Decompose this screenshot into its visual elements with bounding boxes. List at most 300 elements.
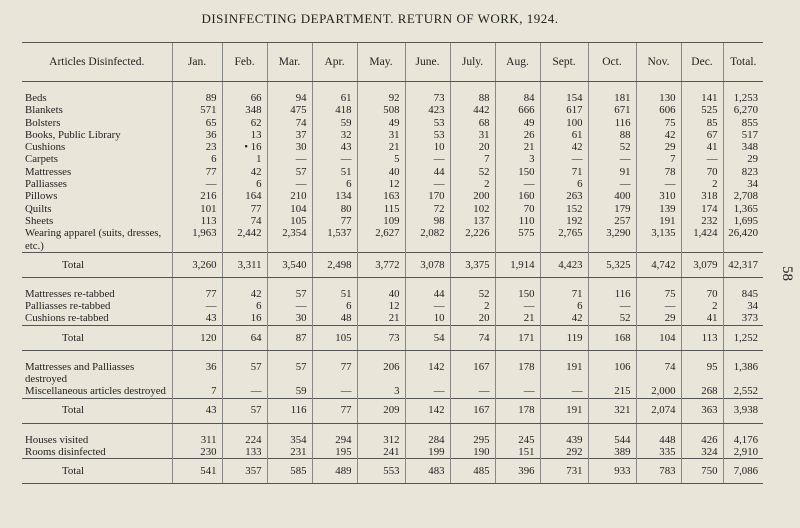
table-cell: 168 bbox=[588, 325, 636, 350]
table-cell: 42 bbox=[540, 141, 588, 153]
table-cell: 105 bbox=[267, 215, 312, 227]
table-cell: 2,552 bbox=[723, 385, 763, 398]
table-cell: 23 bbox=[172, 141, 222, 153]
table-cell: — bbox=[495, 178, 540, 190]
table-cell: 171 bbox=[495, 325, 540, 350]
table-row bbox=[22, 227, 763, 252]
table-cell: 104 bbox=[636, 325, 681, 350]
table-cell: 2,082 bbox=[405, 227, 450, 252]
table-row bbox=[22, 203, 763, 215]
table-cell: 26 bbox=[495, 129, 540, 141]
table-cell: — bbox=[222, 385, 267, 398]
table-cell: 70 bbox=[681, 288, 723, 300]
table-cell: 74 bbox=[636, 361, 681, 386]
spacer-cell bbox=[588, 277, 636, 288]
table-cell: 553 bbox=[357, 459, 405, 484]
table-cell: 2,765 bbox=[540, 227, 588, 252]
table-cell: 541 bbox=[172, 459, 222, 484]
table-cell: 139 bbox=[636, 203, 681, 215]
table-cell: 48 bbox=[312, 312, 357, 325]
table-cell: 2,226 bbox=[450, 227, 495, 252]
total-label: Total bbox=[22, 459, 172, 484]
table-cell: 823 bbox=[723, 166, 763, 178]
table-cell: 21 bbox=[495, 141, 540, 153]
table-cell: 71 bbox=[540, 288, 588, 300]
column-header: May. bbox=[357, 43, 405, 82]
table-cell: 750 bbox=[681, 459, 723, 484]
table-row bbox=[22, 300, 763, 312]
row-label: Quilts bbox=[25, 202, 52, 215]
table-cell: — bbox=[267, 153, 312, 165]
table-cell: 3,938 bbox=[723, 398, 763, 423]
table-cell: 52 bbox=[450, 166, 495, 178]
table-cell: 210 bbox=[267, 190, 312, 202]
table-cell: 7 bbox=[450, 153, 495, 165]
total-row bbox=[22, 459, 763, 484]
table-cell: 294 bbox=[312, 434, 357, 446]
table-cell: 10 bbox=[405, 141, 450, 153]
table-cell: 2 bbox=[681, 300, 723, 312]
table-cell: — bbox=[636, 178, 681, 190]
table-cell: 666 bbox=[495, 104, 540, 116]
table-cell: 3,375 bbox=[450, 252, 495, 277]
table-cell: 77 bbox=[312, 215, 357, 227]
table-cell: — bbox=[405, 300, 450, 312]
table-cell: 20 bbox=[450, 312, 495, 325]
spacer-cell bbox=[267, 82, 312, 93]
spacer-cell bbox=[222, 277, 267, 288]
table-cell: — bbox=[495, 300, 540, 312]
table-cell: 257 bbox=[588, 215, 636, 227]
row-label: Palliasses re-tabbed bbox=[25, 300, 111, 313]
row-label: Mattresses bbox=[25, 165, 72, 178]
table-cell: 2 bbox=[681, 178, 723, 190]
table-cell: 52 bbox=[588, 312, 636, 325]
table-cell: 606 bbox=[636, 104, 681, 116]
table-cell: 12 bbox=[357, 178, 405, 190]
spacer-cell bbox=[636, 277, 681, 288]
table-cell: 30 bbox=[267, 141, 312, 153]
table-cell: 2,708 bbox=[723, 190, 763, 202]
page-number: 58 bbox=[779, 266, 795, 281]
table-row bbox=[22, 434, 763, 446]
table-cell: 318 bbox=[681, 190, 723, 202]
table-cell: 517 bbox=[723, 129, 763, 141]
table-cell: 200 bbox=[450, 190, 495, 202]
table-cell: 508 bbox=[357, 104, 405, 116]
table-cell: 67 bbox=[681, 129, 723, 141]
table-cell: 41 bbox=[681, 141, 723, 153]
table-cell: 206 bbox=[357, 361, 405, 386]
table-row bbox=[22, 92, 763, 104]
table-cell: 268 bbox=[681, 385, 723, 398]
table-cell: 29 bbox=[636, 141, 681, 153]
table-cell: 12 bbox=[357, 300, 405, 312]
table-cell: — bbox=[405, 385, 450, 398]
table-cell: 150 bbox=[495, 166, 540, 178]
table-row bbox=[22, 215, 763, 227]
table-cell: 95 bbox=[681, 361, 723, 386]
column-header: Dec. bbox=[681, 43, 723, 82]
table-cell: 104 bbox=[267, 203, 312, 215]
table-cell: 115 bbox=[357, 203, 405, 215]
table-cell: 418 bbox=[312, 104, 357, 116]
table-cell: 3 bbox=[357, 385, 405, 398]
table-cell: 42 bbox=[636, 129, 681, 141]
spacer-cell bbox=[172, 423, 222, 434]
table-row bbox=[22, 104, 763, 116]
table-cell: 3,540 bbox=[267, 252, 312, 277]
table-cell: 617 bbox=[540, 104, 588, 116]
spacer-cell bbox=[681, 277, 723, 288]
table-cell: 354 bbox=[267, 434, 312, 446]
table-cell: 151 bbox=[495, 446, 540, 459]
table-cell: 1,695 bbox=[723, 215, 763, 227]
table-cell: 57 bbox=[267, 288, 312, 300]
table-cell: 6 bbox=[540, 178, 588, 190]
row-label: Cushions bbox=[25, 141, 66, 154]
table-cell: 525 bbox=[681, 104, 723, 116]
row-label: Cushions re-tabbed bbox=[25, 312, 109, 325]
table-cell: — bbox=[495, 385, 540, 398]
table-cell: 489 bbox=[312, 459, 357, 484]
table-cell: 178 bbox=[495, 398, 540, 423]
spacer-cell bbox=[723, 82, 763, 93]
table-cell: 230 bbox=[172, 446, 222, 459]
table-cell: 134 bbox=[312, 190, 357, 202]
table-cell: — bbox=[588, 153, 636, 165]
table-cell: 44 bbox=[405, 166, 450, 178]
table-cell: 113 bbox=[172, 215, 222, 227]
table-cell: 77 bbox=[172, 166, 222, 178]
table-cell: 389 bbox=[588, 446, 636, 459]
table-cell: 3 bbox=[495, 153, 540, 165]
spacer-cell bbox=[540, 277, 588, 288]
spacer-cell bbox=[312, 423, 357, 434]
table-cell: 36 bbox=[172, 129, 222, 141]
column-header: Mar. bbox=[267, 43, 312, 82]
table-cell: 61 bbox=[540, 129, 588, 141]
table-cell: 64 bbox=[222, 325, 267, 350]
table-cell: 3,772 bbox=[357, 252, 405, 277]
table-cell: 52 bbox=[450, 288, 495, 300]
table-cell: 363 bbox=[681, 398, 723, 423]
table-cell: 110 bbox=[495, 215, 540, 227]
spacer-cell bbox=[495, 423, 540, 434]
table-cell: 57 bbox=[267, 166, 312, 178]
table-cell: 130 bbox=[636, 92, 681, 104]
table-cell: 40 bbox=[357, 166, 405, 178]
table-cell: 2,000 bbox=[636, 385, 681, 398]
table-cell: 34 bbox=[723, 300, 763, 312]
table-cell: — bbox=[312, 385, 357, 398]
spacer-cell bbox=[681, 82, 723, 93]
table-cell: 1,365 bbox=[723, 203, 763, 215]
table-cell: 36 bbox=[172, 361, 222, 386]
table-cell: 66 bbox=[222, 92, 267, 104]
table-cell: 485 bbox=[450, 459, 495, 484]
spacer-cell bbox=[723, 350, 763, 361]
table-cell: 6 bbox=[172, 153, 222, 165]
column-header: Sept. bbox=[540, 43, 588, 82]
spacer-cell bbox=[312, 82, 357, 93]
table-row bbox=[22, 153, 763, 165]
table-cell: 855 bbox=[723, 117, 763, 129]
table-cell: 179 bbox=[588, 203, 636, 215]
spacer-cell bbox=[357, 82, 405, 93]
table-cell: 731 bbox=[540, 459, 588, 484]
table-cell: 62 bbox=[222, 117, 267, 129]
table-cell: 1,537 bbox=[312, 227, 357, 252]
table-cell: 80 bbox=[312, 203, 357, 215]
spacer-cell bbox=[540, 423, 588, 434]
table-cell: 77 bbox=[312, 361, 357, 386]
table-cell: 671 bbox=[588, 104, 636, 116]
table-cell: — bbox=[172, 178, 222, 190]
column-header-articles: Articles Disinfected. bbox=[22, 43, 172, 82]
spacer-cell bbox=[357, 423, 405, 434]
table-cell: 70 bbox=[495, 203, 540, 215]
table-cell: 7,086 bbox=[723, 459, 763, 484]
table-cell: 423 bbox=[405, 104, 450, 116]
table-cell: 1 bbox=[222, 153, 267, 165]
table-cell: 4,742 bbox=[636, 252, 681, 277]
table-cell: 321 bbox=[588, 398, 636, 423]
table-cell: 174 bbox=[681, 203, 723, 215]
row-label: Wearing apparel (suits, dresses, etc.) bbox=[25, 227, 162, 252]
table-cell: 310 bbox=[636, 190, 681, 202]
column-header: Total. bbox=[723, 43, 763, 82]
table-cell: 245 bbox=[495, 434, 540, 446]
table-cell: 167 bbox=[450, 398, 495, 423]
table-cell: 49 bbox=[357, 117, 405, 129]
table-cell: 51 bbox=[312, 166, 357, 178]
row-label: Houses visited bbox=[25, 433, 89, 446]
spacer-cell bbox=[267, 277, 312, 288]
table-row bbox=[22, 129, 763, 141]
table-cell: 57 bbox=[222, 361, 267, 386]
table-cell: 119 bbox=[540, 325, 588, 350]
table-cell: 6 bbox=[540, 300, 588, 312]
table-cell: — bbox=[681, 153, 723, 165]
table-cell: 241 bbox=[357, 446, 405, 459]
table-cell: 74 bbox=[450, 325, 495, 350]
table-cell: 6 bbox=[222, 178, 267, 190]
table-row bbox=[22, 288, 763, 300]
table-cell: 40 bbox=[357, 288, 405, 300]
table-cell: 16 bbox=[222, 312, 267, 325]
table-cell: 5,325 bbox=[588, 252, 636, 277]
table-cell: 21 bbox=[495, 312, 540, 325]
table-cell: 31 bbox=[450, 129, 495, 141]
table-cell: 29 bbox=[636, 312, 681, 325]
table-cell: 142 bbox=[405, 361, 450, 386]
table-cell: 348 bbox=[723, 141, 763, 153]
table-cell: 195 bbox=[312, 446, 357, 459]
table-cell: 3,311 bbox=[222, 252, 267, 277]
table-cell: — bbox=[450, 385, 495, 398]
table-cell: 357 bbox=[222, 459, 267, 484]
table-cell: 32 bbox=[312, 129, 357, 141]
table-cell: 170 bbox=[405, 190, 450, 202]
table-cell: 215 bbox=[588, 385, 636, 398]
table-cell: 102 bbox=[450, 203, 495, 215]
table-cell: 2 bbox=[450, 178, 495, 190]
spacer-cell bbox=[723, 277, 763, 288]
spacer-cell bbox=[636, 82, 681, 93]
table-cell: 2,498 bbox=[312, 252, 357, 277]
spacer-cell bbox=[405, 82, 450, 93]
table-cell: 77 bbox=[172, 288, 222, 300]
table-cell: 100 bbox=[540, 117, 588, 129]
table-cell: — bbox=[267, 178, 312, 190]
column-header: June. bbox=[405, 43, 450, 82]
table-cell: 42,317 bbox=[723, 252, 763, 277]
table-cell: — bbox=[636, 300, 681, 312]
table-cell: 3,290 bbox=[588, 227, 636, 252]
table-cell: 209 bbox=[357, 398, 405, 423]
table-cell: 21 bbox=[357, 141, 405, 153]
table-cell: 71 bbox=[540, 166, 588, 178]
table-cell: • 16 bbox=[222, 141, 267, 153]
column-header: Apr. bbox=[312, 43, 357, 82]
column-header: Feb. bbox=[222, 43, 267, 82]
table-cell: 87 bbox=[267, 325, 312, 350]
row-label: Palliasses bbox=[25, 178, 67, 191]
spacer-cell bbox=[172, 82, 222, 93]
table-cell: 59 bbox=[312, 117, 357, 129]
table-cell: 70 bbox=[681, 166, 723, 178]
table-cell: 3,079 bbox=[681, 252, 723, 277]
spacer-cell bbox=[588, 82, 636, 93]
table-cell: 400 bbox=[588, 190, 636, 202]
table-cell: 150 bbox=[495, 288, 540, 300]
table-cell: 77 bbox=[312, 398, 357, 423]
table-cell: 1,386 bbox=[723, 361, 763, 386]
table-cell: 116 bbox=[588, 117, 636, 129]
column-header: Aug. bbox=[495, 43, 540, 82]
table-cell: 442 bbox=[450, 104, 495, 116]
table-cell: 3,078 bbox=[405, 252, 450, 277]
spacer-cell bbox=[172, 350, 222, 361]
table-cell: 65 bbox=[172, 117, 222, 129]
table-cell: 78 bbox=[636, 166, 681, 178]
spacer-cell bbox=[681, 423, 723, 434]
spacer-cell bbox=[222, 350, 267, 361]
spacer-row bbox=[22, 350, 763, 361]
table-cell: 190 bbox=[450, 446, 495, 459]
table-cell: 163 bbox=[357, 190, 405, 202]
table-cell: 85 bbox=[681, 117, 723, 129]
table-cell: 2,354 bbox=[267, 227, 312, 252]
table-cell: 10 bbox=[405, 312, 450, 325]
table-cell: 31 bbox=[357, 129, 405, 141]
row-label: Beds bbox=[25, 92, 47, 104]
table-cell: 109 bbox=[357, 215, 405, 227]
table-cell: 192 bbox=[540, 215, 588, 227]
spacer-cell bbox=[405, 277, 450, 288]
table-cell: 1,253 bbox=[723, 92, 763, 104]
table-cell: 224 bbox=[222, 434, 267, 446]
row-label: Mattresses re-tabbed bbox=[25, 287, 115, 300]
row-label: Rooms disinfected bbox=[25, 445, 106, 458]
spacer-cell bbox=[22, 423, 172, 434]
column-header: Jan. bbox=[172, 43, 222, 82]
spacer-cell bbox=[681, 350, 723, 361]
table-cell: 426 bbox=[681, 434, 723, 446]
table-cell: 312 bbox=[357, 434, 405, 446]
table-cell: 3,135 bbox=[636, 227, 681, 252]
spacer-cell bbox=[267, 423, 312, 434]
table-cell: 57 bbox=[222, 398, 267, 423]
table-cell: 6 bbox=[222, 300, 267, 312]
table-cell: 53 bbox=[405, 129, 450, 141]
page-title: DISINFECTING DEPARTMENT. RETURN OF WORK, 1924. bbox=[201, 11, 559, 26]
spacer-cell bbox=[22, 82, 172, 93]
table-cell: — bbox=[588, 300, 636, 312]
table-cell: 34 bbox=[723, 178, 763, 190]
spacer-cell bbox=[495, 82, 540, 93]
table-cell: 106 bbox=[588, 361, 636, 386]
table-cell: — bbox=[405, 153, 450, 165]
row-label: Sheets bbox=[25, 214, 54, 227]
table-cell: 42 bbox=[222, 166, 267, 178]
table-cell: 783 bbox=[636, 459, 681, 484]
row-label: Books, Public Library bbox=[25, 128, 121, 141]
table-cell: 2,627 bbox=[357, 227, 405, 252]
table-cell: — bbox=[540, 153, 588, 165]
table-cell: 20 bbox=[450, 141, 495, 153]
table-cell: — bbox=[172, 300, 222, 312]
table-cell: 105 bbox=[312, 325, 357, 350]
table-cell: 101 bbox=[172, 203, 222, 215]
table-cell: 21 bbox=[357, 312, 405, 325]
table-cell: 61 bbox=[312, 92, 357, 104]
column-header: Nov. bbox=[636, 43, 681, 82]
table-cell: 160 bbox=[495, 190, 540, 202]
table-row bbox=[22, 117, 763, 129]
table-cell: 7 bbox=[636, 153, 681, 165]
spacer-cell bbox=[540, 350, 588, 361]
table-cell: — bbox=[540, 385, 588, 398]
spacer-cell bbox=[636, 350, 681, 361]
spacer-cell bbox=[312, 277, 357, 288]
spacer-cell bbox=[540, 82, 588, 93]
table-cell: 6 bbox=[312, 178, 357, 190]
table-cell: 44 bbox=[405, 288, 450, 300]
spacer-cell bbox=[450, 277, 495, 288]
table-cell: 191 bbox=[540, 398, 588, 423]
table-cell: 167 bbox=[450, 361, 495, 386]
table-cell: 74 bbox=[222, 215, 267, 227]
table-cell: 42 bbox=[540, 312, 588, 325]
table-cell: 4,423 bbox=[540, 252, 588, 277]
table-cell: 59 bbox=[267, 385, 312, 398]
table-cell: 30 bbox=[267, 312, 312, 325]
table-cell: 311 bbox=[172, 434, 222, 446]
spacer-cell bbox=[588, 350, 636, 361]
table-cell: 37 bbox=[267, 129, 312, 141]
table-cell: 116 bbox=[588, 288, 636, 300]
table-cell: 164 bbox=[222, 190, 267, 202]
table-cell: 2 bbox=[450, 300, 495, 312]
table-cell: 483 bbox=[405, 459, 450, 484]
table-cell: 54 bbox=[405, 325, 450, 350]
table-cell: 73 bbox=[357, 325, 405, 350]
table-cell: 142 bbox=[405, 398, 450, 423]
table-cell: 75 bbox=[636, 117, 681, 129]
table-cell: 57 bbox=[267, 361, 312, 386]
